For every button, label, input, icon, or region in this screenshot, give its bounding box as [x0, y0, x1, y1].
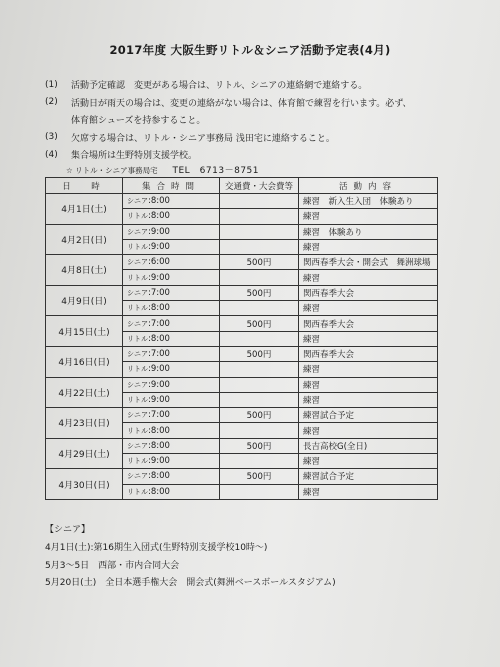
- team-label: シニア: [127, 319, 148, 328]
- note-text: 体育館シューズを持参すること。: [71, 116, 206, 127]
- date-cell: 4月8日(土): [46, 255, 123, 286]
- fee-cell: 500円: [220, 408, 299, 423]
- activity-cell: 練習: [299, 331, 438, 346]
- header-date: 日 時: [46, 178, 123, 194]
- header-time: 集合時間: [123, 178, 220, 194]
- time-cell: [123, 362, 220, 377]
- date-cell: 4月9日(日): [46, 285, 123, 316]
- time-value: :9:00: [148, 456, 170, 467]
- contact-label: ☆ リトル・シニア事務局宅: [66, 166, 158, 175]
- note-number: (3): [45, 132, 58, 143]
- table-row: [46, 408, 438, 423]
- time-cell: [123, 346, 220, 361]
- activity-cell: 練習: [299, 454, 438, 469]
- note-text: 活動日が雨天の場合は、変更の連絡がない場合は、体育館で練習を行います。必ず、: [71, 98, 412, 109]
- header-activity: 活動内容: [299, 178, 438, 194]
- fee-cell: [220, 362, 299, 377]
- fee-cell: 500円: [220, 285, 299, 300]
- team-label: シニア: [127, 380, 148, 389]
- time-value: :8:00: [148, 425, 170, 436]
- schedule-table: [45, 177, 438, 500]
- activity-cell: 練習試合予定: [299, 408, 438, 423]
- team-label: リトル: [127, 334, 148, 343]
- note-number: (1): [45, 79, 58, 90]
- date-cell: 4月2日(日): [46, 224, 123, 255]
- team-label: リトル: [127, 273, 148, 282]
- team-label: リトル: [127, 396, 148, 404]
- time-value: :8:00: [148, 196, 170, 207]
- time-value: :7:00: [148, 287, 170, 298]
- time-cell: [123, 469, 220, 484]
- time-value: :9:00: [148, 272, 170, 283]
- activity-cell: 練習: [299, 239, 438, 254]
- team-label: シニア: [127, 411, 148, 420]
- note-text: 活動予定確認 変更がある場合は、リトル、シニアの連絡網で連絡する。: [71, 81, 368, 92]
- page-title: 2017年度 大阪生野リトル＆シニア活動予定表(4月): [109, 43, 391, 57]
- senior-item: 5月3～5日 西部・市内合同大会: [45, 560, 180, 571]
- fee-cell: [220, 270, 299, 285]
- table-row: [46, 316, 438, 331]
- fee-cell: 500円: [220, 438, 299, 453]
- activity-cell: 練習: [299, 484, 438, 499]
- table-row: [46, 255, 438, 270]
- fee-cell: 500円: [220, 316, 299, 331]
- contact-phone: TEL 6713－8751: [172, 166, 259, 176]
- time-cell: [123, 270, 220, 285]
- time-cell: [123, 484, 220, 499]
- time-cell: [123, 392, 220, 407]
- time-value: :8:00: [148, 471, 170, 482]
- note-item: [45, 111, 485, 129]
- time-cell: [123, 255, 220, 270]
- table-row: [46, 438, 438, 453]
- activity-cell: 関西春季大会: [299, 346, 438, 361]
- activity-cell: 練習: [299, 362, 438, 377]
- time-cell: [123, 239, 220, 254]
- table-row: [46, 377, 438, 392]
- fee-cell: [220, 239, 299, 254]
- fee-cell: [220, 301, 299, 316]
- activity-cell: 長吉高校G(全日): [299, 438, 438, 453]
- date-cell: 4月1日(土): [46, 194, 123, 225]
- time-value: :9:00: [148, 364, 170, 375]
- activity-cell: 練習 体験あり: [299, 224, 438, 239]
- time-value: :9:00: [148, 395, 170, 405]
- table-row: [46, 224, 438, 239]
- time-value: :8:00: [148, 303, 170, 314]
- activity-cell: 練習: [299, 392, 438, 407]
- time-cell: [123, 423, 220, 438]
- date-cell: 4月29日(土): [46, 438, 123, 469]
- time-cell: [123, 209, 220, 224]
- time-value: :7:00: [148, 410, 170, 421]
- time-cell: [123, 224, 220, 239]
- date-cell: 4月22日(土): [46, 377, 123, 408]
- fee-cell: [220, 392, 299, 407]
- activity-cell: 練習: [299, 301, 438, 316]
- activity-cell: 練習: [299, 423, 438, 438]
- time-value: :9:00: [148, 226, 170, 237]
- notes-list: [45, 76, 485, 164]
- senior-item: 4月1日(土):第16期生入団式(生野特別支援学校10時～): [45, 543, 268, 553]
- team-label: リトル: [127, 304, 148, 313]
- time-value: :8:00: [148, 211, 170, 222]
- senior-item: 5月20日(土) 全日本選手権大会 開会式(舞洲ベースボールスタジアム): [45, 578, 336, 588]
- team-label: シニア: [127, 227, 148, 236]
- table-header-row: [46, 178, 438, 194]
- team-label: リトル: [127, 243, 148, 252]
- date-cell: 4月23日(日): [46, 408, 123, 439]
- activity-cell: 関西春季大会: [299, 285, 438, 300]
- team-label: リトル: [127, 212, 148, 221]
- schedule-body: [46, 194, 438, 500]
- team-label: シニア: [127, 350, 148, 359]
- time-cell: [123, 438, 220, 453]
- date-cell: 4月16日(日): [46, 346, 123, 377]
- time-cell: [123, 454, 220, 469]
- time-value: :7:00: [148, 318, 170, 329]
- senior-heading: 【シニア】: [45, 525, 91, 535]
- team-label: リトル: [127, 487, 148, 496]
- team-label: シニア: [127, 258, 148, 267]
- time-value: :8:00: [148, 486, 170, 497]
- time-cell: [123, 194, 220, 209]
- table-row: [46, 469, 438, 484]
- time-cell: [123, 301, 220, 316]
- time-value: :6:00: [148, 257, 170, 268]
- time-value: :7:00: [148, 349, 170, 360]
- team-label: リトル: [127, 426, 148, 435]
- time-cell: [123, 408, 220, 423]
- team-label: シニア: [127, 288, 148, 297]
- note-item: [45, 146, 485, 164]
- team-label: シニア: [127, 472, 148, 481]
- team-label: シニア: [127, 197, 148, 206]
- team-label: リトル: [127, 365, 148, 374]
- date-cell: 4月30日(日): [46, 469, 123, 500]
- activity-cell: 練習: [299, 270, 438, 285]
- fee-cell: 500円: [220, 255, 299, 270]
- senior-section: [45, 522, 336, 593]
- fee-cell: [220, 331, 299, 346]
- activity-cell: 練習: [299, 209, 438, 224]
- contact-line: [66, 163, 259, 176]
- fee-cell: [220, 224, 299, 239]
- note-number: (4): [45, 149, 58, 160]
- note-item: [45, 76, 485, 94]
- activity-cell: 練習試合予定: [299, 469, 438, 484]
- fee-cell: [220, 423, 299, 438]
- fee-cell: 500円: [220, 469, 299, 484]
- fee-cell: 500円: [220, 346, 299, 361]
- date-cell: 4月15日(土): [46, 316, 123, 347]
- note-text: 集合場所は生野特別支援学校。: [71, 151, 198, 162]
- table-row: [46, 194, 438, 209]
- fee-cell: [220, 194, 299, 209]
- note-item: [45, 94, 485, 112]
- fee-cell: [220, 209, 299, 224]
- time-value: :8:00: [148, 333, 170, 344]
- fee-cell: [220, 454, 299, 469]
- time-cell: [123, 331, 220, 346]
- time-cell: [123, 316, 220, 331]
- table-row: [46, 285, 438, 300]
- fee-cell: [220, 377, 299, 392]
- time-value: :8:00: [148, 440, 170, 451]
- fee-cell: [220, 484, 299, 499]
- header-fee: 交通費・大会費等: [220, 178, 299, 194]
- activity-cell: 練習 新入生入団 体験あり: [299, 194, 438, 209]
- time-value: :9:00: [148, 379, 170, 390]
- activity-cell: 練習: [299, 377, 438, 392]
- team-label: リトル: [127, 457, 148, 466]
- activity-cell: 関西春季大会: [299, 316, 438, 331]
- table-row: [46, 346, 438, 361]
- time-value: :9:00: [148, 242, 170, 253]
- team-label: シニア: [127, 441, 148, 450]
- time-cell: [123, 285, 220, 300]
- note-text: 欠席する場合は、リトル・シニア事務局 浅田宅に連絡すること。: [71, 133, 335, 144]
- note-item: [45, 129, 485, 147]
- note-number: (2): [45, 97, 58, 108]
- activity-cell: 関西春季大会・開会式 舞洲球場: [299, 255, 438, 270]
- time-cell: [123, 377, 220, 392]
